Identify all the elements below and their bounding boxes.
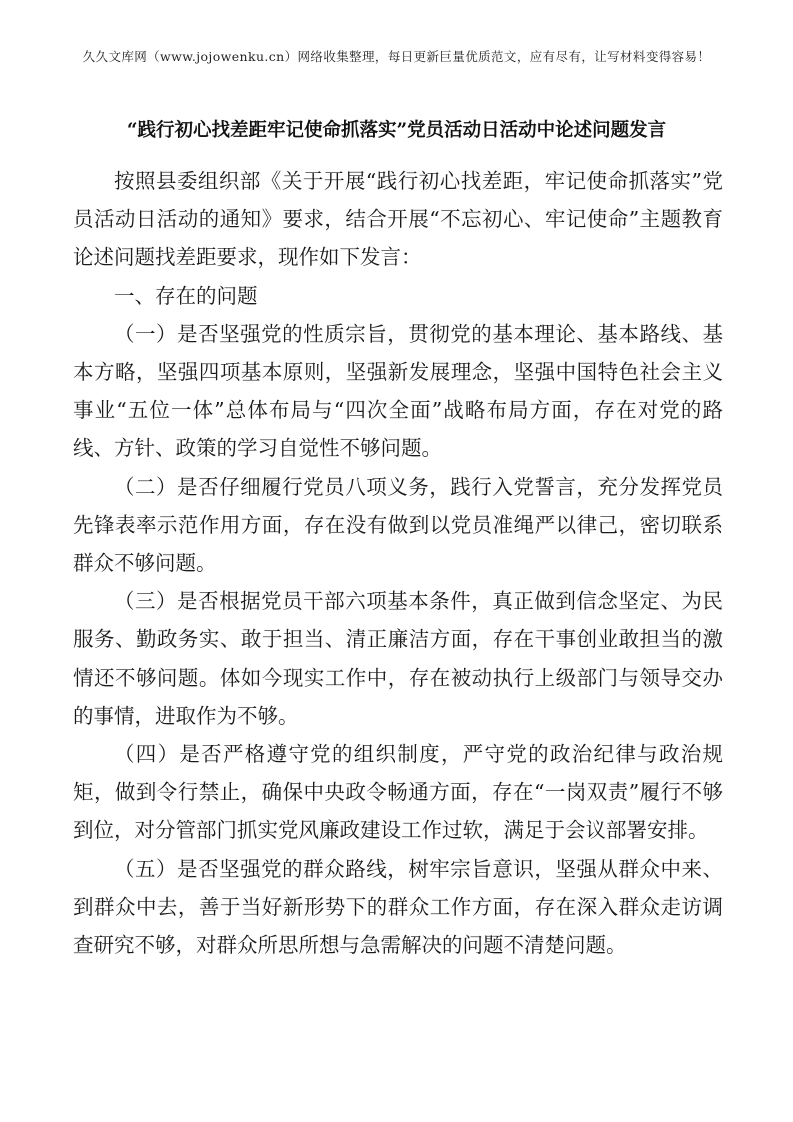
intro-paragraph: 按照县委组织部《关于开展“践行初心找差距，牢记使命抓落实”党员活动日活动的通知》要求，结合开展“不忘初心、牢记使命”主题教育论述问题找差距要求，现作如下发言：	[73, 169, 723, 270]
problem-item-1: （一）是否坚强党的性质宗旨，贯彻党的基本理论、基本路线、基本方略，坚强四项基本原则，坚强新发展理念，坚强中国特色社会主义事业“五位一体”总体布局与“四次全面”战略布局方面，存在对党的路线、方针、政策的学习自觉性不够问题。	[73, 321, 723, 461]
source-header-note: 久久文库网（www.jojowenku.cn）网络收集整理，每日更新巨量优质范文，应有尽有，让写材料变得容易！	[82, 49, 711, 64]
document-title: “践行初心找差距牢记使命抓落实”党员活动日活动中论述问题发言	[126, 120, 667, 141]
document-body	[73, 162, 723, 964]
problem-item-5: （五）是否坚强党的群众路线，树牢宗旨意识，坚强从群众中来、到群众中去，善于当好新形势下的群众工作方面，存在深入群众走访调查研究不够，对群众所思所想与急需解决的问题不清楚问题。	[73, 856, 723, 958]
problem-item-2: （二）是否仔细履行党员八项义务，践行入党誓言，充分发挥党员先锋表率示范作用方面，存在没有做到以党员准绳严以律己，密切联系群众不够问题。	[73, 474, 723, 576]
problem-item-3: （三）是否根据党员干部六项基本条件，真正做到信念坚定、为民服务、勤政务实、敢于担当、清正廉洁方面，存在干事创业敢担当的激情还不够问题。体如今现实工作中，存在被动执行上级部门与领导交办的事情，进取作为不够。	[73, 589, 723, 728]
problem-item-4: （四）是否严格遵守党的组织制度，严守党的政治纪律与政治规矩，做到令行禁止，确保中央政令畅通方面，存在“一岗双责”履行不够到位，对分管部门抓实党风廉政建设工作过软，满足于会议部署安排。	[73, 742, 723, 843]
section-heading-problems: 一、存在的问题	[114, 283, 258, 308]
